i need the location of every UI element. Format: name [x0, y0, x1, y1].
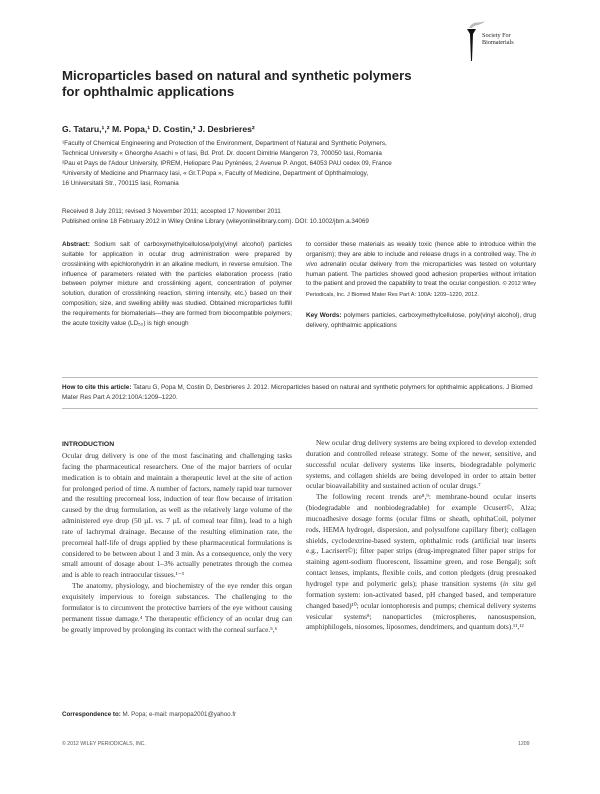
- correspondence-label: Correspondence to:: [62, 711, 121, 718]
- abstract-text: Sodium salt of carboxymethylcellulose/poly(vinyl alcohol) particles suitable for application in ocular drug administration were prepared by crosslinking with epichlorohydrin in an alkaline medium, in reverse emulsion. The influence of parameters related with the particles elaboration process (ratio between polymer mixture and crosslinking agent, concentration of polymer solution, duration of crosslinking reaction, stirring intensity, etc.) based on their composition, size, and swelling ability was studied. Obtained microparticles fulfill the requirements for biomaterials—they are formed from biocompatible polymers; the acute toxicity value (LD₅₀) is high enough: [62, 241, 292, 327]
- paragraph: Ocular drug delivery is one of the most fascinating and challenging tasks facing the pharmaceutical researchers. One of the major barriers of ocular medication is to obtain and maintain a therapeutic level at the site of action for prolonged period of time. A number of factors, namely rapid tear turnover and the resulting precorneal loss, induction of tear flow because of irritation caused by the drug formulation, as well as the relatively large volume of the administered eye drop (50 µL vs. 7 µL of corneal tear film), lead to a high rate of lachrymal drainage. Because of the resulting elimination rate, the precorneal half-life of drugs applied by these pharmaceutical formulations is considered to be between about 1 and 3 min. As a consequence, only the very small amount of dosage about 1–3% actually penetrates through the cornea and is able to reach intraocular tissues.¹⁻³: [62, 451, 292, 580]
- affiliation-line: ³University of Medicine and Pharmacy Iasi, « Gr.T.Popa », Faculty of Medicine, Department of Ophthalmology,: [62, 170, 369, 177]
- article-title: [62, 68, 482, 99]
- paragraph-italic: in situ: [502, 578, 524, 588]
- affiliation-line: ²Pau et Pays de l'Adour University, IPREM, Helioparc Pau Pyrénées, 2 Avenue P. Angot, 64053 PAU cedex 09, France: [62, 160, 392, 167]
- title-line-2: for ophthalmic applications: [62, 83, 235, 99]
- title-line-1: Microparticles based on natural and synthetic polymers: [62, 68, 412, 83]
- logo-text: [482, 32, 514, 46]
- paragraph-text: gel formation system: ion-activated based, pH changed based, and temperature changed based)¹⁰; ocular iontophoresis and pumps; chemical delivery systems vesicular systems⁸; nanoparticles (microspheres, nanosuspension, amphiphilogels, niosomes, liposomes, dendrimers, and quantum dots).¹¹,¹²: [306, 578, 536, 632]
- keywords-text: polymers particles, carboxymethylcellulose, poly(vinyl alcohol), drug delivery, ophthalmic applications: [306, 311, 537, 329]
- paragraph: The anatomy, physiology, and biochemistry of the eye render this organ exquisitely impervious to foreign substances. The challenging to the formulator is to circumvent the protective barriers of the eye without causing permanent tissue damage.⁴ The therapeutic efficiency of an ocular drug can be greatly improved by prolonging its contact with the corneal surface.⁵,⁶: [62, 581, 292, 634]
- cite-text: Tataru G, Popa M, Costin D, Desbrieres J. 2012. Microparticles based on natural and synthetic polymers for ophthalmic applications. J Biomed Mater Res Part A 2012:100A:1209–1220.: [62, 384, 533, 401]
- abstract-label: Abstract:: [62, 241, 90, 248]
- affiliation-line: Technical University « Gheorghe Asachi » of Iasi, Bd. Prof. Dr. docent Dimitrie Mangeron 73, 700050 Iasi, Romania: [62, 150, 382, 157]
- abstract-copyright: © 2012 Wiley Periodicals, Inc. J Biomed Mater Res Part A: 100A: 1209–1220, 2012.: [306, 281, 536, 299]
- paragraph-text: The following recent trends are⁸,⁹: membrane-bound ocular inserts (biodegradable and nonbiodegradable) for example Ocusert©, Alza; mucoadhesive dosage forms (ocular films or sheath, ophthaCoil, polymer rods, HEMA hydrogel, dispersion, and polysulfone capillary fiber); collagen shields, cyclodextrine-based system, ophthalmic rods (artificial tear inserts e.g., Lacrisert©); filter paper strips (drug-impregnated filter paper strips for staining agent-sodium fluorescent, lissamine green, and rose Bengal); soft contact lenses, implants, flexible coils, and cotton pledgets (drug presoaked hydrogel type and polymeric gels); phase transition systems (: [306, 492, 536, 588]
- cite-label: How to cite this article:: [62, 384, 132, 391]
- body-left-column: [62, 451, 292, 635]
- abstract-right-column: [306, 240, 536, 331]
- divider: [62, 377, 538, 378]
- page-number: 1209: [518, 741, 530, 747]
- affiliations: [62, 139, 532, 189]
- footer-copyright: © 2012 WILEY PERIODICALS, INC.: [62, 741, 146, 747]
- abstract-italic: in vivo: [306, 250, 536, 268]
- divider: [62, 408, 538, 409]
- abstract-text: to consider these materials as weakly toxic (hence able to introduce within the organism); they are able to include and release drugs in a controlled way. The: [306, 241, 536, 258]
- how-to-cite: [62, 383, 538, 403]
- correspondence-text: M. Popa; e-mail: marpopa2001@yahoo.fr: [120, 711, 237, 718]
- section-heading: INTRODUCTION: [62, 441, 115, 448]
- abstract-left-column: [62, 240, 292, 329]
- publication-dates: [62, 207, 532, 227]
- body-right-column: [306, 438, 536, 633]
- affiliation-line: ¹Faculty of Chemical Engineering and Protection of the Environment, Department of Natural and Synthetic Polymers,: [62, 140, 387, 147]
- keywords: [306, 311, 536, 331]
- authors: G. Tataru,¹,² M. Popa,¹ D. Costin,³ J. Desbrieres²: [62, 124, 255, 134]
- paragraph: New ocular drug delivery systems are being explored to develop extended duration and controlled release strategy. Some of the newer, sensitive, and successful ocular delivery systems like inserts, biodegradable polymeric systems, and collagen shields are being developed in order to attain better ocular bioavailability and sustained action of ocular drugs.⁷: [306, 438, 536, 491]
- paragraph: [306, 492, 536, 633]
- abstract-text: adrenalin ocular delivery from the microparticles was tested on voluntary human patient. The particles showed good adhesion properties without irritation to the patient and proved the capability to treat the ocular congestion.: [306, 260, 536, 288]
- published-online: Published online 18 February 2012 in Wiley Online Library (wileyonlinelibrary.com). DOI: 10.1002/jbm.a.34069: [62, 218, 369, 225]
- correspondence: [62, 711, 236, 718]
- logo-line-1: Society For: [482, 32, 511, 39]
- received-dates: Received 8 July 2011; revised 3 November 2011; accepted 17 November 2011: [62, 208, 281, 215]
- abstract-continued: [306, 240, 536, 301]
- affiliation-line: 16 Universitatii Str., 700115 Iasi, Romania: [62, 180, 179, 187]
- keywords-label: Key Words:: [306, 311, 342, 319]
- logo-line-2: Biomaterials: [482, 39, 514, 46]
